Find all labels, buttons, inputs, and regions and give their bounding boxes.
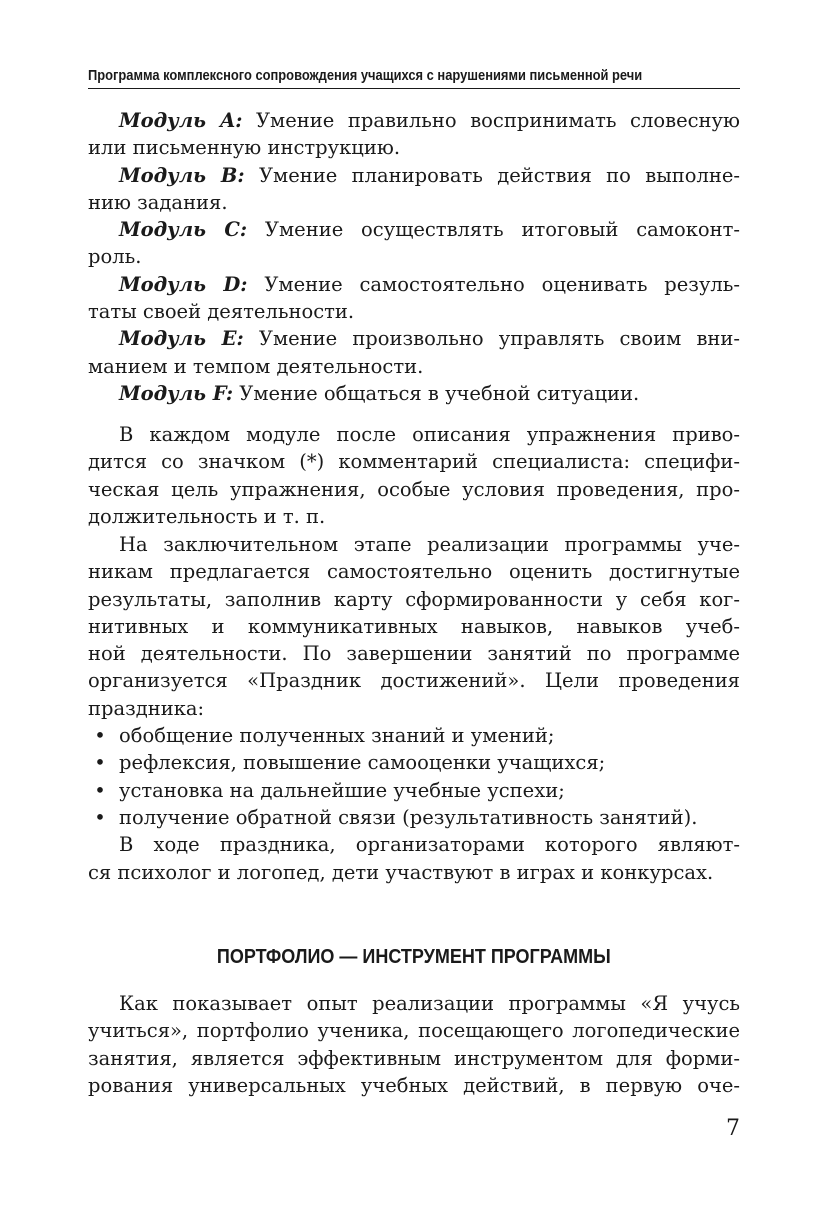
- text-line: дится со значком (*) комментарий специалиста: специфи-: [88, 450, 740, 474]
- text-line: нитивных и коммуникативных навыков, навыков учеб-: [88, 614, 740, 638]
- text-line: занятия, является эффективным инструментом для форми-: [88, 1046, 740, 1070]
- module-d-line1: Модуль D: Умение самостоятельно оценивать резуль-: [119, 272, 741, 296]
- running-head: Программа комплексного сопровождения учащихся с нарушениями письменной речи: [88, 67, 643, 84]
- module-a-line2: или письменную инструкцию.: [88, 136, 401, 160]
- module-label: Модуль B:: [119, 163, 245, 187]
- text-line: никам предлагается самостоятельно оценить достигнутые: [88, 560, 740, 584]
- list-item: • обобщение полученных знаний и умений;: [88, 722, 740, 749]
- text-line: В ходе праздника, организаторами которого являют-: [119, 833, 740, 857]
- module-a-line1: Модуль A: Умение правильно воспринимать словесную: [119, 109, 740, 132]
- text-line: ся психолог и логопед, дети участвуют в играх и конкурсах.: [88, 860, 714, 884]
- text-line: На заключительном этапе реализации программы уче-: [119, 533, 740, 556]
- text-line: ческая цель упражнения, особые условия проведения, про-: [88, 477, 740, 501]
- bullet-icon: •: [94, 805, 106, 829]
- list-item: • установка на дальнейшие учебные успехи;: [88, 777, 740, 804]
- module-b-line2: нию задания.: [88, 190, 228, 214]
- header-rule: [88, 88, 740, 89]
- page-number: 7: [726, 1116, 740, 1141]
- text-line: В каждом модуле после описания упражнения приво-: [119, 423, 740, 446]
- text-line: должительность и т. п.: [88, 504, 326, 528]
- module-c-line1: Модуль C: Умение осуществлять итоговый самоконт-: [119, 218, 740, 242]
- text-line: ной деятельности. По завершении занятий по программе: [88, 642, 740, 666]
- text-line: результаты, заполнив карту сформированности у себя ког-: [88, 587, 740, 611]
- module-c-line2: роль.: [88, 245, 142, 269]
- text-line: Как показывает опыт реализации программы «Я учусь: [119, 992, 740, 1015]
- paragraph-commentary: [88, 421, 740, 530]
- list-item: • рефлексия, повышение самооценки учащихся;: [88, 749, 740, 776]
- module-label: Модуль D:: [119, 272, 248, 296]
- module-e-line2: манием и темпом деятельности.: [88, 354, 424, 378]
- module-label: Модуль C:: [119, 218, 248, 242]
- paragraph-portfolio: [88, 990, 740, 1099]
- bullet-icon: •: [94, 778, 106, 802]
- module-e-line1: Модуль E: Умение произвольно управлять своим вни-: [119, 327, 740, 351]
- module-f-line1: Модуль F: Умение общаться в учебной ситуации.: [119, 381, 640, 405]
- bullet-icon: •: [94, 724, 106, 748]
- section-heading: ПОРТФОЛИО — ИНСТРУМЕНТ ПРОГРАММЫ: [217, 946, 611, 968]
- list-item: • получение обратной связи (результативность занятий).: [88, 804, 740, 831]
- modules-list: [88, 107, 740, 407]
- module-label: Модуль F:: [119, 381, 234, 405]
- text-line: праздника:: [88, 696, 205, 720]
- paragraph-final-stage: [88, 531, 740, 886]
- bullet-icon: •: [94, 751, 106, 775]
- module-b-line1: Модуль B: Умение планировать действия по выполне-: [119, 163, 741, 187]
- module-label: Модуль A:: [119, 109, 243, 132]
- text-line: учиться», портфолио ученика, посещающего логопедические: [88, 1019, 740, 1043]
- module-label: Модуль E:: [119, 327, 244, 351]
- text-line: рования универсальных учебных действий, в первую оче-: [88, 1073, 740, 1097]
- module-d-line2: таты своей деятельности.: [88, 300, 355, 324]
- text-line: организуется «Праздник достижений». Цели проведения: [88, 669, 740, 693]
